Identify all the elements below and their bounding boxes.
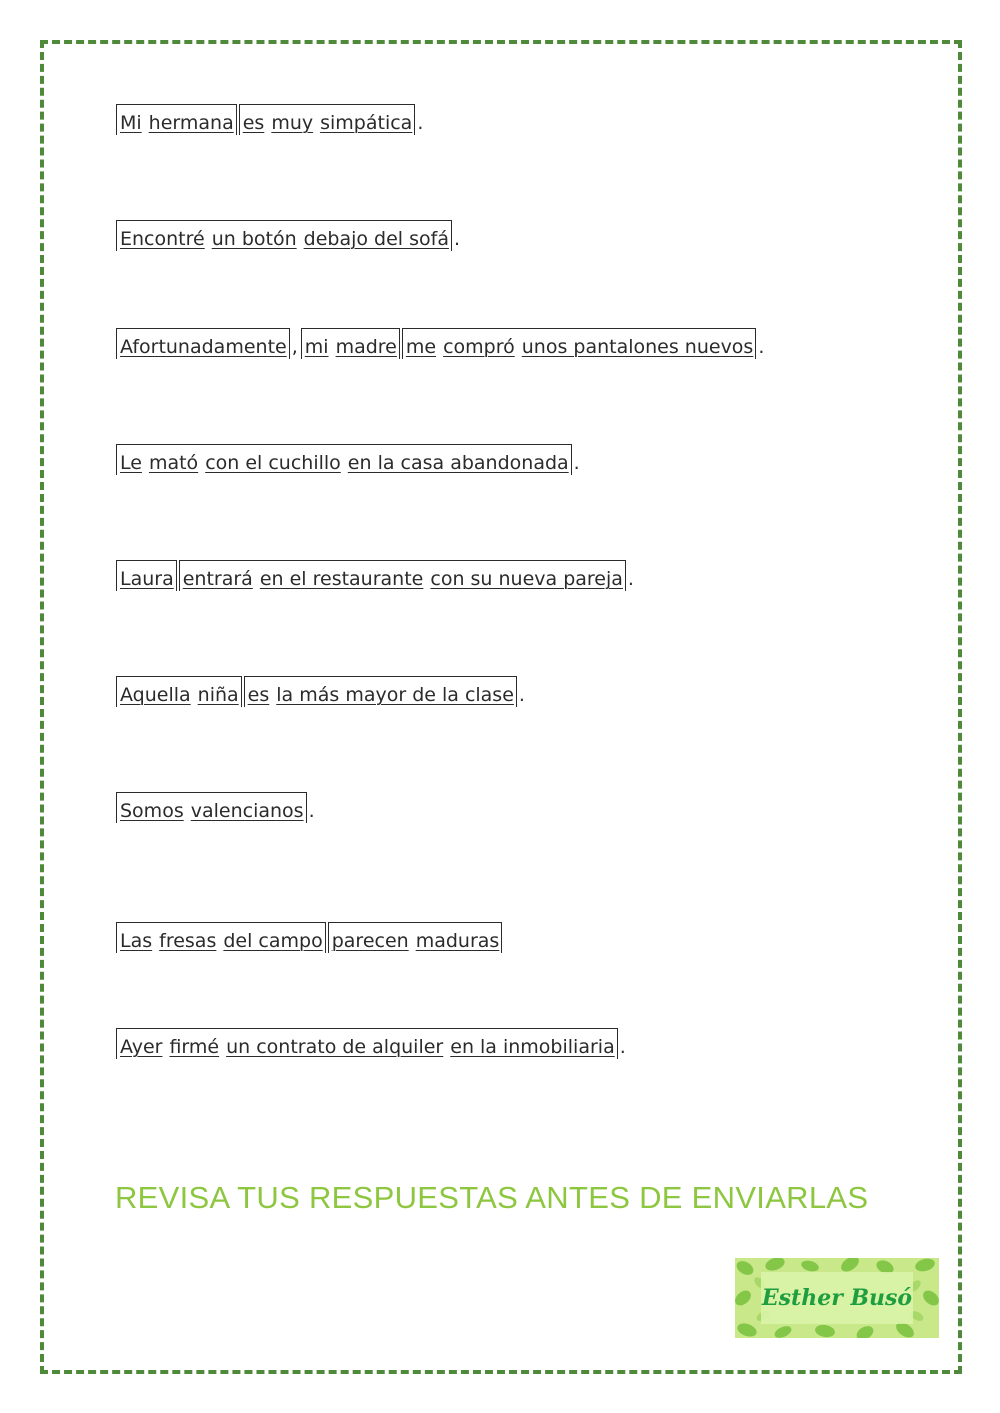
sentence-end-punctuation: . — [308, 800, 315, 822]
constituent-bracket[interactable] — [328, 922, 503, 953]
word-segment: entrará — [182, 568, 253, 590]
word-segment: Le — [120, 452, 142, 474]
word-segment: Somos — [120, 800, 184, 822]
word-segment: un botón — [211, 228, 297, 250]
constituent-bracket[interactable] — [116, 560, 177, 591]
constituent-bracket[interactable] — [116, 328, 290, 359]
sentence — [116, 676, 525, 710]
sentence — [116, 328, 764, 362]
word-segment: con el cuchillo — [205, 452, 341, 474]
word-segment: maduras — [415, 930, 500, 952]
sentence-end-punctuation: . — [758, 336, 765, 358]
word-segment: Ayer — [120, 1036, 163, 1058]
sentence — [116, 1028, 626, 1062]
word-segment: Encontré — [120, 228, 205, 250]
constituent-bracket[interactable] — [179, 560, 626, 591]
word-segment: del campo — [223, 930, 323, 952]
word-segment: con su nueva pareja — [430, 568, 623, 590]
constituent-bracket[interactable] — [116, 444, 572, 475]
word-segment: valencianos — [190, 800, 304, 822]
constituent-bracket[interactable] — [301, 328, 400, 359]
sentence-end-punctuation: . — [619, 1036, 626, 1058]
word-segment: es — [242, 112, 265, 134]
word-segment: un contrato de alquiler — [226, 1036, 444, 1058]
word-segment: debajo del sofá — [303, 228, 449, 250]
punctuation: , — [291, 336, 298, 358]
sentence — [116, 560, 634, 594]
word-segment: muy — [271, 112, 314, 134]
author-logo — [735, 1258, 939, 1338]
sentence — [116, 922, 504, 956]
word-segment: en la inmobiliaria — [450, 1036, 615, 1058]
sentence-end-punctuation: . — [573, 452, 580, 474]
word-segment: es — [247, 684, 270, 706]
word-segment: parecen — [331, 930, 409, 952]
logo-text: Esther Busó — [761, 1285, 913, 1311]
constituent-bracket[interactable] — [244, 676, 517, 707]
word-segment: simpática — [320, 112, 413, 134]
word-segment: Aquella — [120, 684, 191, 706]
word-segment: en la casa abandonada — [347, 452, 569, 474]
word-segment: fresas — [159, 930, 217, 952]
sentence-end-punctuation: . — [453, 228, 461, 250]
word-segment: hermana — [148, 112, 234, 134]
word-segment: Afortunadamente — [120, 336, 287, 358]
word-segment: niña — [197, 684, 239, 706]
word-segment: Las — [120, 930, 153, 952]
word-segment: compró — [443, 336, 515, 358]
word-segment: unos pantalones nuevos — [521, 336, 754, 358]
sentence — [116, 792, 315, 826]
constituent-bracket[interactable] — [239, 104, 416, 135]
sentence-end-punctuation: . — [627, 568, 634, 590]
word-segment: me — [405, 336, 437, 358]
constituent-bracket[interactable] — [116, 922, 326, 953]
word-segment: firmé — [169, 1036, 220, 1058]
sentence-end-punctuation: . — [417, 112, 424, 134]
word-segment: Laura — [120, 568, 174, 590]
constituent-bracket[interactable] — [116, 792, 307, 823]
word-segment: Mi — [120, 112, 142, 134]
constituent-bracket[interactable] — [116, 104, 237, 135]
constituent-bracket[interactable] — [402, 328, 756, 359]
word-segment: madre — [335, 336, 397, 358]
constituent-bracket[interactable] — [116, 220, 452, 251]
constituent-bracket[interactable] — [116, 1028, 618, 1059]
word-segment: mató — [148, 452, 199, 474]
sentence — [116, 220, 460, 254]
word-segment: la más mayor de la clase — [276, 684, 514, 706]
sentence — [116, 444, 580, 478]
word-segment: en el restaurante — [259, 568, 424, 590]
sentence-end-punctuation: . — [518, 684, 525, 706]
constituent-bracket[interactable] — [116, 676, 242, 707]
sentence — [116, 104, 423, 138]
word-segment: mi — [304, 336, 329, 358]
review-reminder: REVISA TUS RESPUESTAS ANTES DE ENVIARLAS — [115, 1180, 869, 1215]
